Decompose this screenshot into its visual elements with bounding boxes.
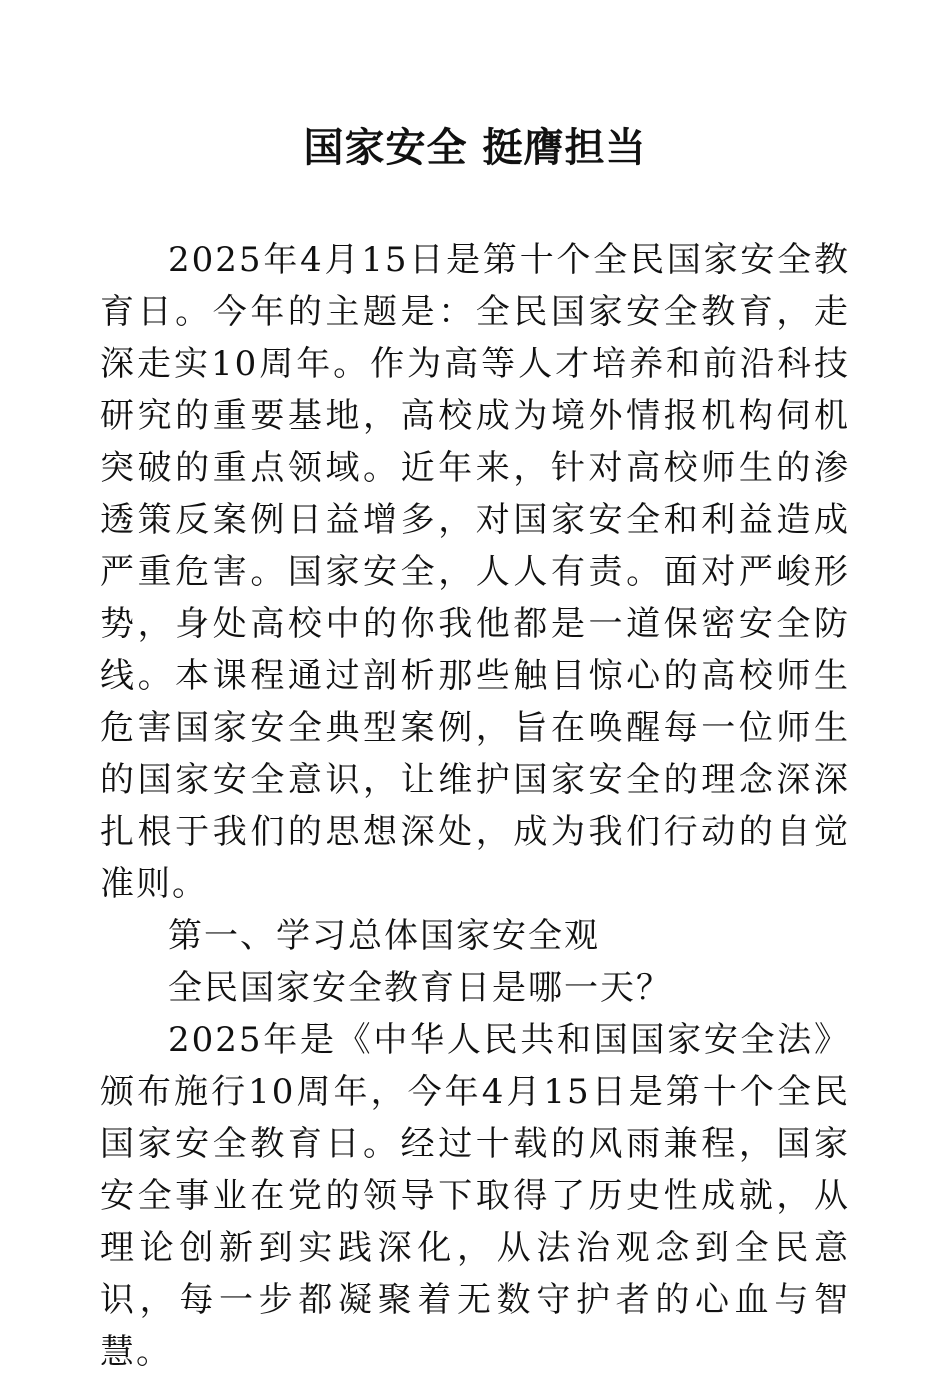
question-paragraph: 全民国家安全教育日是哪一天？ [168, 968, 672, 1008]
intro-paragraph: 2025年4月15日是第十个全民国家安全教育日。今年的主题是：全民国家安全教育，走深走实10周年。作为高等人才培养和前沿科技研究的重要基地，高校成为境外情报机构伺机突破的重点领域。近年来，针对高校师生的渗透策反案例日益增多，对国家安全和利益造成严重危害。国家安全，人人有责。面对严峻形势，身处高校中的你我他都是一道保密安全防线。本课程通过剖析那些触目惊心的高校师生危害国家安全典型案例，旨在唤醒每一位师生的国家安全意识，让维护国家安全的理念深深扎根于我们的思想深处，成为我们行动的自觉准则。 [100, 240, 850, 904]
answer-paragraph: 2025年是《中华人民共和国国家安全法》颁布施行10周年，今年4月15日是第十个全民国家安全教育日。经过十载的风雨兼程，国家安全事业在党的领导下取得了历史性成就，从理论创新到实践深化，从法治观念到全民意识，每一步都凝聚着无数守护者的心血与智慧。 [100, 1020, 850, 1372]
section-heading: 第一、学习总体国家安全观 [168, 916, 600, 956]
document-title: 国家安全 挺膺担当 [303, 124, 647, 171]
